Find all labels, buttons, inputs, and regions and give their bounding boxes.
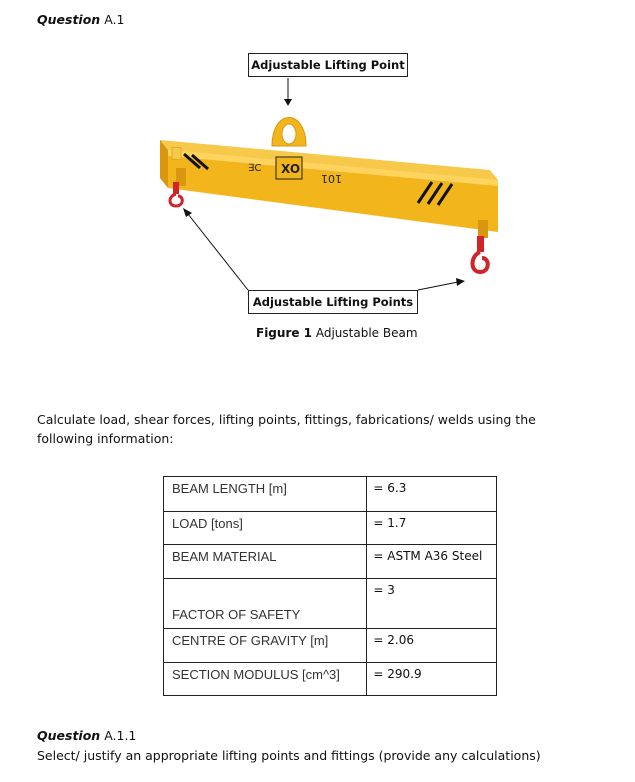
table-row (164, 629, 497, 663)
subquestion-text: Select/ justify an appropriate lifting points and fittings (provide any calculations) (37, 748, 541, 763)
figure-caption (256, 326, 418, 340)
top-callout-arrowhead (284, 99, 292, 106)
table-value: = 2.06 (367, 629, 497, 663)
table-row (164, 512, 497, 545)
table-key: SECTION MODULUS [cm^3] (164, 663, 367, 696)
beam-mark-right: 101 (321, 172, 342, 185)
figure-label: Figure 1 (256, 326, 313, 340)
beam-mark-left: ∃C (248, 163, 262, 174)
table-key: BEAM LENGTH [m] (164, 477, 367, 512)
question-number: A.1 (104, 12, 125, 27)
table-value: = 290.9 (367, 663, 497, 696)
table-value: = 3 (367, 579, 497, 629)
right-hook-icon (473, 236, 488, 272)
table-row (164, 545, 497, 579)
subquestion-number: A.1.1 (104, 728, 137, 743)
table-key: LOAD [tons] (164, 512, 367, 545)
subquestion-heading (37, 728, 136, 743)
table-value: = ASTM A36 Steel (367, 545, 497, 579)
bottom-callout-arrow-right (418, 282, 458, 290)
table-row (164, 579, 497, 629)
table-key: CENTRE OF GRAVITY [m] (164, 629, 367, 663)
table-key: BEAM MATERIAL (164, 545, 367, 579)
question-label: Question (37, 12, 101, 27)
table-row (164, 663, 497, 696)
bottom-callout-arrow-left (188, 214, 248, 290)
table-key: FACTOR OF SAFETY (164, 579, 367, 629)
info-table (163, 476, 497, 696)
beam-logo: XO (281, 162, 301, 176)
intro-paragraph: Calculate load, shear forces, lifting points, fittings, fabrications/ welds using the following information: (37, 412, 536, 446)
callout-top: Adjustable Lifting Point (248, 53, 408, 77)
figure-caption-text: Adjustable Beam (315, 326, 418, 340)
table-row (164, 477, 497, 512)
table-value: = 1.7 (367, 512, 497, 545)
table-value: = 6.3 (367, 477, 497, 512)
bottom-callout-arrowhead-right (456, 278, 465, 286)
subquestion-label: Question (37, 728, 101, 743)
callout-bottom: Adjustable Lifting Points (248, 290, 418, 314)
bottom-callout-arrowhead-left (183, 208, 192, 217)
